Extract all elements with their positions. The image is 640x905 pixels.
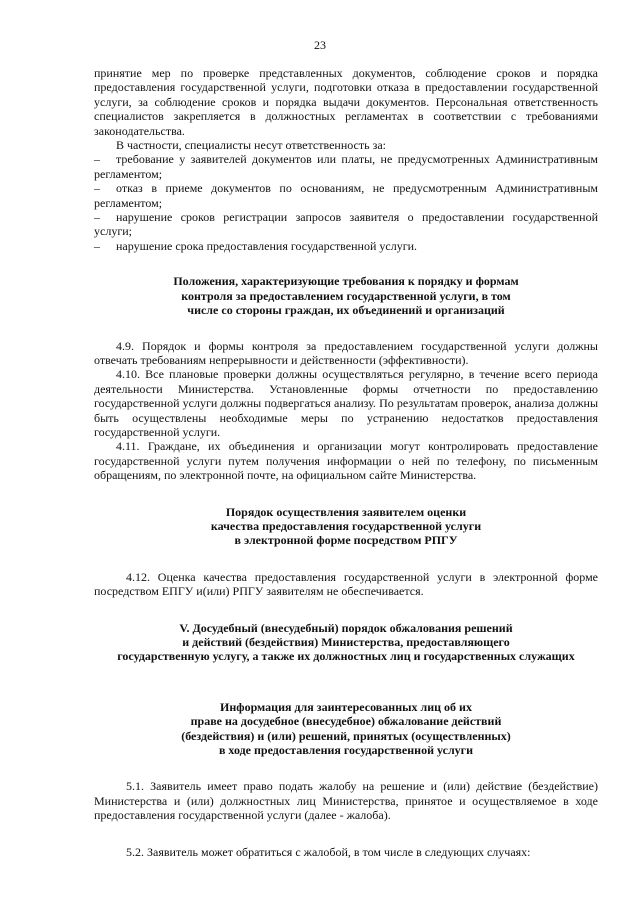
responsibility-intro: В частности, специалисты несут ответственность за: (116, 138, 386, 153)
paragraph-4-11: 4.11. Граждане, их объединения и организации могут контролировать предоставление государственной услуги путем получения информации о ней по телефону, по письменным обращениям, по электронной почте, на официальном сайте Министерства. (94, 439, 598, 483)
heading-line: V. Досудебный (внесудебный) порядок обжалования решений (179, 620, 513, 635)
heading-line: и действий (бездействия) Министерства, предоставляющего (182, 635, 510, 649)
heading-line: в электронной форме посредством РПГУ (234, 533, 458, 548)
heading-line: Порядок осуществления заявителем оценки (225, 504, 467, 519)
intro-paragraph: принятие мер по проверке представленных документов, соблюдение сроков и порядка предоставления государственной услуги, подготовки отказа в предоставлении государственной услуги, за соблюдение сроков и порядка выдачи документов. Персональная ответственность специалистов закрепляется в должностных регламентах в соответствии с требованиями законодательства. (94, 66, 598, 138)
heading-line: в ходе предоставления государственной услуги (218, 743, 474, 758)
heading-evaluation (94, 505, 598, 548)
responsibility-list (94, 152, 598, 253)
list-item-text: требование у заявителей документов или платы, не предусмотренных Административным регламентом; (94, 152, 598, 181)
list-item (94, 210, 598, 239)
paragraph-4-9: 4.9. Порядок и формы контроля за предоставлением государственной услуги должны отвечать требованиям непрерывности и действенности (эффективности). (94, 338, 598, 367)
heading-line: контроля за предоставлением государственной услуги, в том (181, 288, 511, 303)
paragraph-4-10: 4.10. Все плановые проверки должны осуществляться регулярно, в течение всего периода деятельности Министерства. Установленные формы отчетности по предоставлению государственной услуги должны подвергаться анализу. По результатам проверок, анализа должны быть осуществлены необходимые меры по устранению недостатков предоставления государственной услуги. (94, 367, 598, 439)
paragraph-5-1: 5.1. Заявитель имеет право подать жалобу на решение и (или) действие (бездействие) Министерства и (или) должностных лиц Министерства, принятое и осуществляемое в ходе предоставления государственной услуги (далее - жалоба). (94, 779, 598, 823)
heading-line: числе со стороны граждан, их объединений и организаций (187, 303, 505, 318)
heading-line: качества предоставления государственной услуги (210, 518, 482, 533)
list-item-text: нарушение сроков регистрации запросов заявителя о предоставлении государственной услуги; (94, 210, 598, 239)
heading-section-v (66, 621, 626, 664)
heading-line: праве на досудебное (внесудебное) обжалование действий (190, 714, 502, 729)
heading-line: Положения, характеризующие требования к порядку и формам (173, 274, 519, 289)
paragraph-5-2: 5.2. Заявитель может обратиться с жалобой, в том числе в следующих случаях: (126, 844, 531, 859)
heading-control (94, 274, 598, 317)
dash-marker: – (94, 238, 100, 253)
dash-marker: – (94, 152, 100, 167)
paragraph-4-12: 4.12. Оценка качества предоставления государственной услуги в электронной форме посредством ЕПГУ и(или) РПГУ заявителям не обеспечивается. (94, 569, 598, 599)
heading-line: (бездействия) и (или) решений, принятых (осуществленных) (181, 728, 511, 743)
list-item-text: отказ в приеме документов по основаниям, не предусмотренным Административным регламентом; (94, 181, 598, 210)
document-body (94, 66, 598, 859)
list-item (94, 181, 598, 210)
heading-line: Информация для заинтересованных лиц об их (220, 699, 472, 714)
dash-marker: – (94, 181, 100, 196)
page-number: 23 (314, 38, 326, 52)
list-item-text: нарушение срока предоставления государственной услуги. (116, 238, 418, 253)
list-item (94, 152, 598, 181)
list-item (94, 239, 598, 253)
dash-marker: – (94, 210, 100, 225)
heading-line: государственную услугу, а также их должностных лиц и государственных служащих (117, 649, 575, 664)
heading-info (94, 700, 598, 758)
